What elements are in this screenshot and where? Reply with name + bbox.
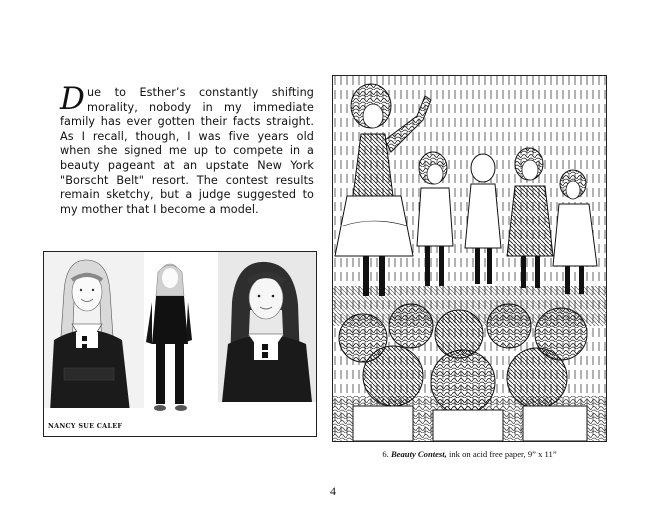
model-photo-composite (43, 251, 317, 437)
memoir-paragraph (60, 81, 314, 217)
drawing-audience (333, 304, 606, 441)
ink-drawing-image (333, 76, 606, 441)
artwork-title: Beauty Contest, (390, 449, 447, 459)
portrait-right (218, 252, 316, 436)
drop-cap-letter: D (60, 81, 85, 117)
figure-number: 6. (382, 449, 389, 459)
drawing-caption (332, 449, 607, 459)
portrait-standing (144, 252, 218, 436)
page-number: 4 (330, 484, 336, 498)
beauty-contest-drawing (332, 75, 607, 442)
paragraph-text: ue to Esther’s constantly shifting morality, nobody in my immediate family has ever gotten their facts straight. As I recall, though, I was five years old when she signed me up to compete in a beauty pageant at an upstate New York "Borscht Belt" resort. The contest results remain sketchy, but a judge suggested to my mother that I become a model. (60, 86, 314, 216)
portrait-left (44, 252, 144, 436)
artwork-medium: ink on acid free paper, 9” x 11” (448, 449, 557, 459)
photo-collage-image (44, 252, 316, 436)
photo-caption: NANCY SUE CALEF (48, 422, 123, 430)
